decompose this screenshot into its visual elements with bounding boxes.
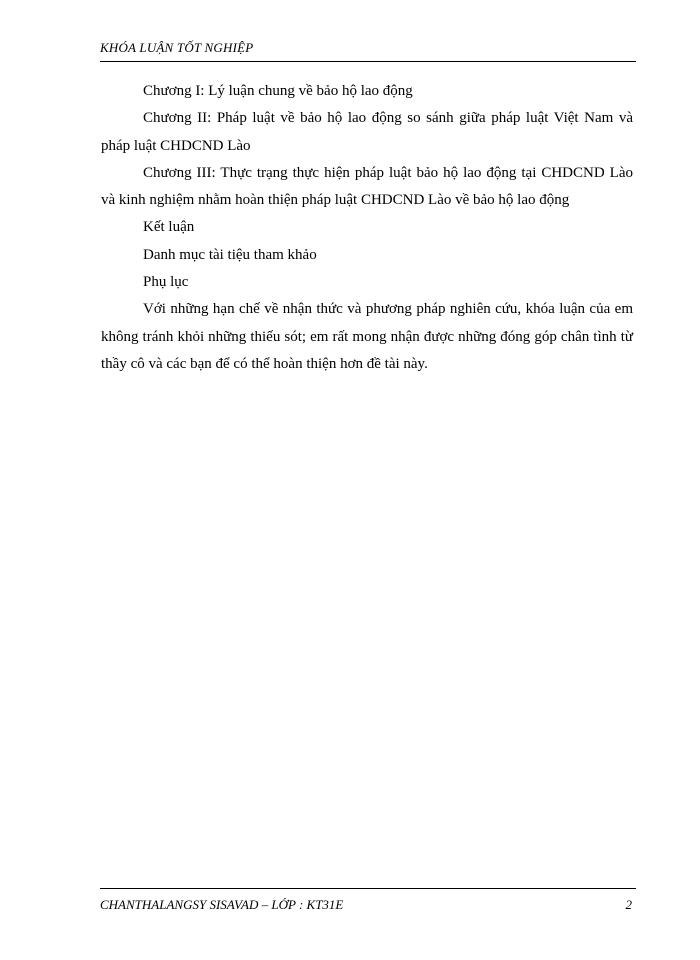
header-title: KHÓA LUẬN TỐT NGHIỆP [100,40,254,55]
page-number: 2 [625,897,632,912]
paragraph-conclusion: Kết luận [143,219,195,236]
paragraph-closing-note: Với những hạn chế về nhận thức và phương pháp nghiên cứu, khóa luận của em không tránh khỏi những thiếu sót; em rất mong nhận được những đóng góp chân tình từ thầy cô và các bạn để có thể hoàn thiện hơn đề tài này. [101,301,633,372]
paragraph-chapter-1: Chương I: Lý luận chung về bảo hộ lao động [143,83,413,99]
page-footer [100,888,636,912]
paragraph-appendix: Phụ lục [143,274,189,291]
paragraph-chapter-3: Chương III: Thực trạng thực hiện pháp luật bảo hộ lao động tại CHDCND Lào và kinh nghiệm nhằm hoàn thiện pháp luật CHDCND Lào về bảo hộ lao động [101,164,633,209]
paragraph-references: Danh mục tài tiệu tham khảo [143,246,317,263]
footer-author-class: CHANTHALANGSY SISAVAD – LỚP : KT31E [100,897,344,912]
document-body [101,78,633,378]
paragraph-chapter-2: Chương II: Pháp luật về bảo hộ lao động so sánh giữa pháp luật Việt Nam và pháp luật CHDCND Lào [101,110,633,154]
page-header [100,41,636,62]
